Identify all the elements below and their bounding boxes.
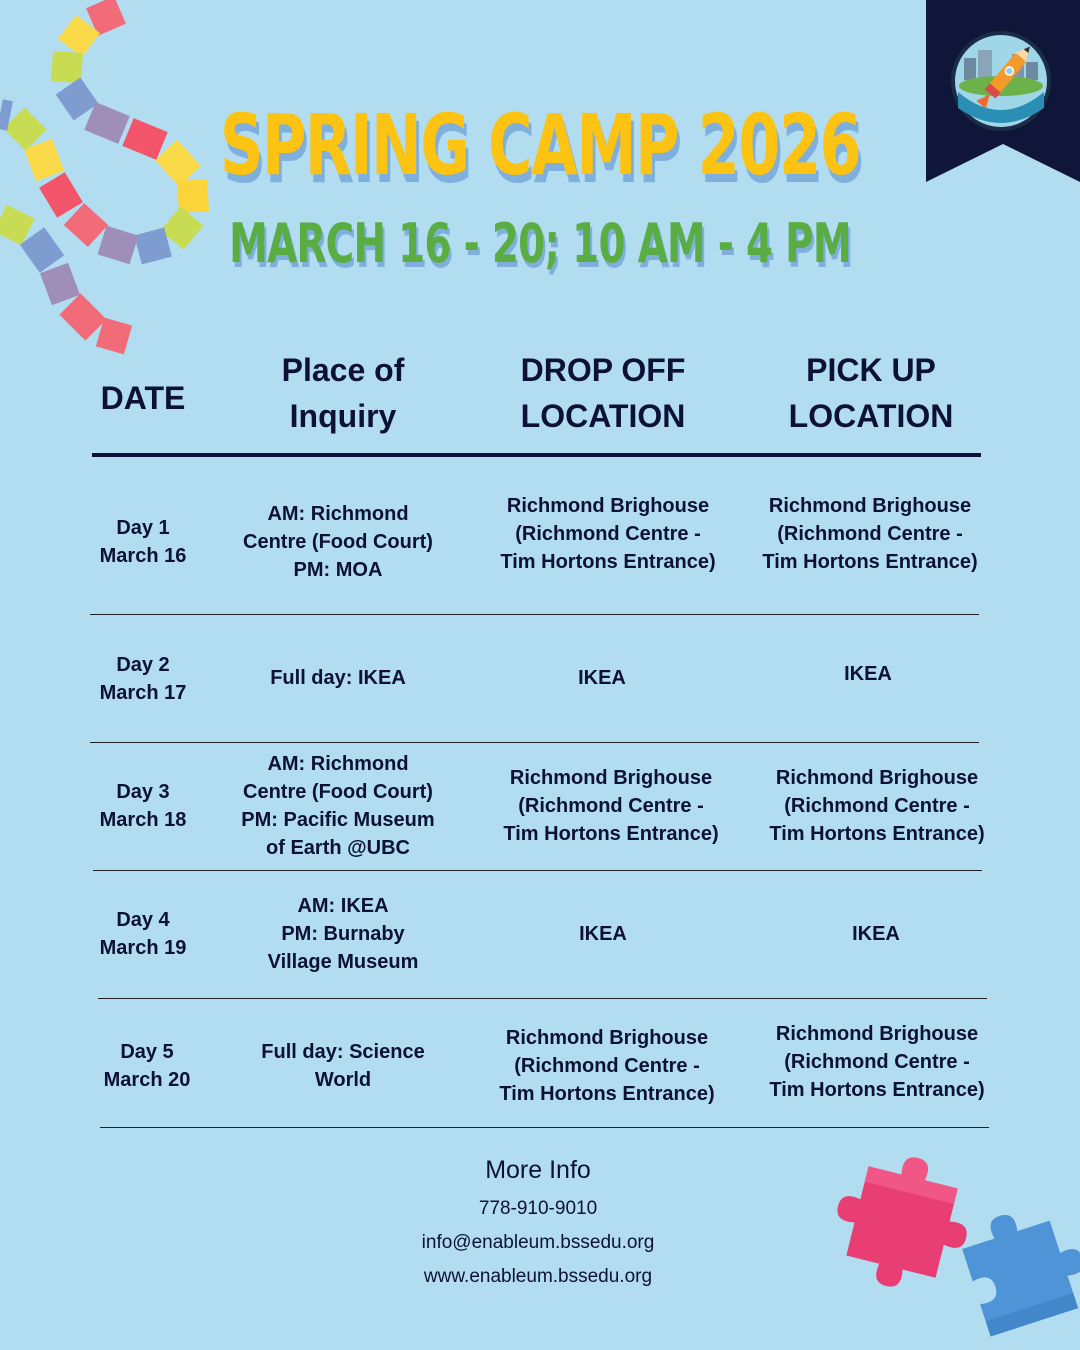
row2-date: Day 2 March 17 xyxy=(99,654,187,704)
phone-number[interactable]: 778-910-9010 xyxy=(478,1198,598,1219)
row2-place: Full day: IKEA xyxy=(270,667,406,689)
row5-pickup: Richmond Brighouse (Richmond Centre - Tim Hortons Entrance) xyxy=(769,1023,985,1101)
row3-date: Day 3 March 18 xyxy=(99,781,187,831)
rocket-pencil-logo xyxy=(948,28,1054,134)
more-info-title: More Info xyxy=(485,1156,591,1184)
row2-pickup: IKEA xyxy=(844,663,892,685)
row1-dropoff: Richmond Brighouse (Richmond Centre - Tim Hortons Entrance) xyxy=(500,495,716,573)
row1-pickup: Richmond Brighouse (Richmond Centre - Tim Hortons Entrance) xyxy=(762,495,978,573)
row4-date: Day 4 March 19 xyxy=(99,909,187,959)
row-divider xyxy=(93,870,982,871)
row-divider xyxy=(100,1127,989,1128)
row1-date: Day 1 March 16 xyxy=(99,517,187,567)
row1-place: AM: Richmond Centre (Food Court) PM: MOA xyxy=(243,503,433,581)
header-pickup: PICK UP LOCATION xyxy=(788,352,954,434)
email-link[interactable]: info@enableum.bssedu.org xyxy=(421,1232,655,1253)
row4-place: AM: IKEA PM: Burnaby Village Museum xyxy=(267,895,419,973)
header-place: Place of Inquiry xyxy=(281,352,405,434)
page-subtitle: MARCH 16 - 20; 10 AM - 4 PM xyxy=(229,212,851,275)
row3-dropoff: Richmond Brighouse (Richmond Centre - Tim Hortons Entrance) xyxy=(503,767,719,845)
row5-place: Full day: Science World xyxy=(261,1041,425,1091)
row3-place: AM: Richmond Centre (Food Court) PM: Pacific Museum of Earth @UBC xyxy=(241,753,435,859)
puzzle-pieces-icon xyxy=(836,1130,1080,1350)
row2-dropoff: IKEA xyxy=(578,667,626,689)
row3-pickup: Richmond Brighouse (Richmond Centre - Tim Hortons Entrance) xyxy=(769,767,985,845)
row4-pickup: IKEA xyxy=(852,923,900,945)
website-link[interactable]: www.enableum.bssedu.org xyxy=(423,1266,653,1287)
header-date: DATE xyxy=(100,380,186,416)
page-title: SPRING CAMP 2026 xyxy=(219,96,861,194)
header-dropoff: DROP OFF LOCATION xyxy=(520,352,686,434)
header-divider xyxy=(92,453,981,457)
row5-date: Day 5 March 20 xyxy=(103,1041,191,1091)
row5-dropoff: Richmond Brighouse (Richmond Centre - Tim Hortons Entrance) xyxy=(499,1027,715,1105)
row4-dropoff: IKEA xyxy=(579,923,627,945)
row-divider xyxy=(90,742,979,743)
